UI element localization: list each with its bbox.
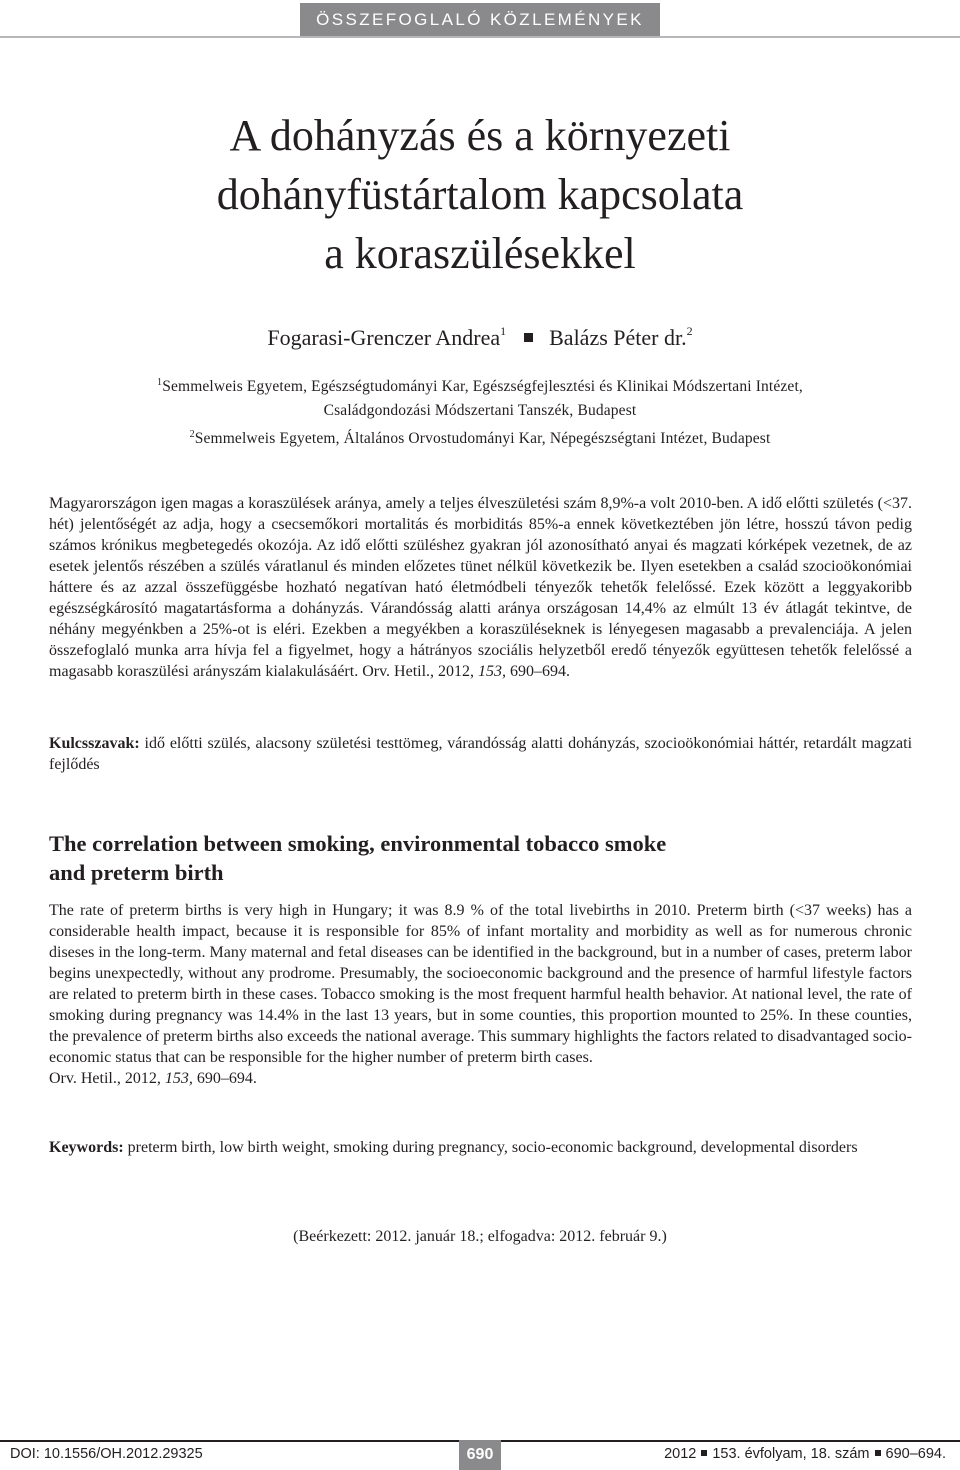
- page-number: 690: [459, 1440, 501, 1470]
- english-title-line-2: and preterm birth: [49, 860, 224, 885]
- abstract-hungarian-body: Magyarországon igen magas a koraszülések aránya, amely a teljes élveszületési szám 8,9%-a volt 2010-ben. A idő előtti születés (<37. hét) jelentőségét az adja, hogy a csecsemőkori mortalitás és morbiditás 85%-a ennek következtében jön létre, hosszú távon pedig számos krónikus megbetegedés okozója. Az idő előtti szüléshez gyakran jól azonosítható anyai és magzati kórképek vezetnek, de az esetek jelentős részében a szülés váratlanul és minden előzetes tünet nélkül következik be. Ilyen esetekben a család szocioökonómiai háttere és az azzal összefüggésbe hozható negatívan ható életmódbeli tényezők tehetők felelőssé. Ezek között a leggyakoribb egészségkárosító magatartásforma a dohányzás. Várandósság alatti aránya országosan 14,4% az elmúlt 13 év átlagát tekintve, de néhány megyénkben a 25%-ot is eléri. Ezekben a megyékben a koraszüléseknek is lényegesen magasabb a prevalenciája. A jelen összefoglaló munka arra hívja fel a figyelmet, hogy a hátrányos szociális helyzetből eredő tényezők együttesen tehetők felelőssé a magasabb koraszülési arányszám kialakulásáért.: [49, 495, 912, 680]
- citation-volume: 153,: [164, 1070, 193, 1087]
- author-list: [60, 316, 900, 353]
- section-header: ÖSSZEFOGLALÓ KÖZLEMÉNYEK: [300, 3, 660, 36]
- citation-volume: 153,: [478, 663, 507, 680]
- keywords-text: idő előtti szülés, alacsony születési testtömeg, várandósság alatti dohányzás, szocioökonómiai háttér, retardált magzati fejlődés: [49, 735, 913, 773]
- affiliation-2: [40, 423, 920, 451]
- affiliation-1: [40, 371, 920, 399]
- issue-pages: 690–694.: [885, 1446, 946, 1462]
- author-affiliation-mark: 1: [500, 324, 507, 338]
- doi-link[interactable]: DOI: 10.1556/OH.2012.29325: [10, 1446, 203, 1462]
- issue-info: [664, 1444, 946, 1464]
- keywords-text: preterm birth, low birth weight, smoking during pregnancy, socio-economic background, developmental disorders: [127, 1139, 858, 1156]
- citation-pages: 690–694.: [510, 663, 571, 680]
- article-title: [60, 106, 900, 283]
- affiliation-1-line-1: Semmelweis Egyetem, Egészségtudományi Kar, Egészségfejlesztési és Klinikai Módszertani Intézet,: [162, 378, 803, 395]
- abstract-hungarian: [49, 493, 912, 682]
- issue-year: 2012: [664, 1446, 697, 1462]
- affiliation-1-cont: Családgondozási Módszertani Tanszék, Budapest: [323, 402, 637, 419]
- author-name: Fogarasi-Grenczer Andrea: [267, 325, 501, 350]
- english-title-line-1: The correlation between smoking, environmental tobacco smoke: [49, 831, 667, 856]
- author-affiliation-mark: 2: [686, 324, 693, 338]
- abstract-english: [49, 900, 912, 1089]
- title-line-3: a koraszülésekkel: [324, 229, 636, 278]
- keywords-english: [49, 1137, 912, 1158]
- keywords-label: Kulcsszavak:: [49, 735, 140, 752]
- english-title: [49, 829, 912, 887]
- separator-square-icon: [701, 1450, 707, 1456]
- keywords-label: Keywords:: [49, 1139, 124, 1156]
- title-line-2: dohányfüstártalom kapcsolata: [216, 170, 744, 219]
- received-dates: (Beérkezett: 2012. január 18.; elfogadva: 2012. február 9.): [293, 1228, 667, 1245]
- abstract-english-body: The rate of preterm births is very high in Hungary; it was 8.9 % of the total livebirths in 2010. Preterm birth (<37 weeks) has a considerable health impact, because it is responsible for 85% of infant mortality and morbidity as well as for numerous chronic diseses in the long-term. Many maternal and fetal diseases can be identified in the background, but in a number of cases, preterm labor begins unexpectedly, without any prodrome. Presumably, the socioeconomic background and the presence of harmful lifestyle factors are related to preterm birth in these cases. Tobacco smoking is the most frequent harmful health behavior. At national level, the rate of smoking during pregnancy was 14.4% in the last 13 years, but in some counties, this proportion mounted to 25%. In these counties, the prevalence of preterm births also exceeds the national average. This summary highlights the factors related to disadvantaged socio-economic status that can be responsible for the higher number of preterm birth cases.: [49, 902, 912, 1066]
- keywords-hungarian: [49, 733, 912, 775]
- title-line-1: A dohányzás és a környezeti: [229, 111, 731, 160]
- citation-prefix: Orv. Hetil., 2012,: [362, 663, 475, 680]
- author-separator: [524, 333, 533, 342]
- affiliations: [40, 371, 920, 451]
- issue-volume: 153. évfolyam, 18. szám: [712, 1446, 870, 1462]
- affiliation-2-line-1: Semmelweis Egyetem, Általános Orvostudományi Kar, Népegészségtani Intézet, Budapest: [194, 430, 771, 447]
- author-name: Balázs Péter dr.: [549, 325, 687, 350]
- affiliation-mark: 2: [189, 429, 195, 440]
- citation-prefix: Orv. Hetil., 2012,: [49, 1070, 161, 1087]
- header-rule: [0, 36, 960, 38]
- separator-square-icon: [875, 1450, 881, 1456]
- citation-pages: 690–694.: [196, 1070, 257, 1087]
- affiliation-mark: 1: [157, 377, 163, 388]
